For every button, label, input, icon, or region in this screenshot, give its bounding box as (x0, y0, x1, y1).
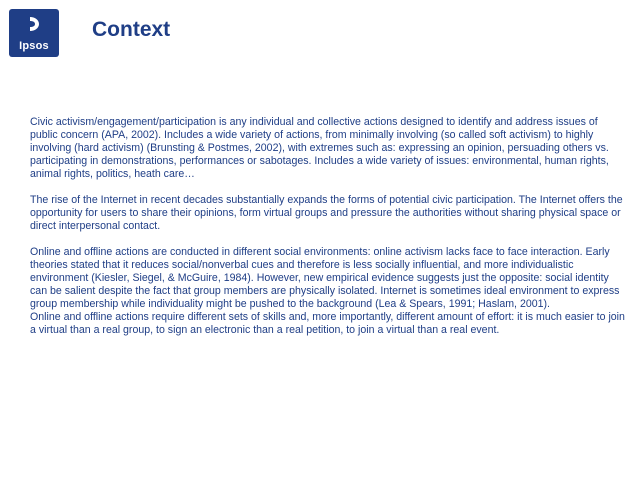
paragraph-spacer (30, 233, 628, 246)
body-text (30, 116, 628, 337)
paragraph-spacer (30, 181, 628, 194)
paragraph-social-environments: Online and offline actions are conducted in different social environments: online activism lacks face to face interaction. Early theories stated that it reduces social/nonverbal cues and therefore is less socially influential, and more individualistic environment (Kiesler, Siegel, & McGuire, 1984). However, new empirical evidence suggests just the opposite: social identity can be salient despite the fact that group members are physically isolated. Internet is sometimes ideal environment to express group membership while individuality might be pushed to the background (Lea & Spears, 1991; Haslam, 2001). (30, 246, 620, 310)
page-title: Context (92, 18, 171, 41)
paragraph-skills-effort: Online and offline actions require different sets of skills and, more importantly, different amount of effort: it is much easier to join a virtual than a real group, to sign an electronic than a real petition, to join a virtual than a real event. (30, 311, 625, 336)
ipsos-logo (9, 9, 59, 57)
logo-mark-icon (26, 16, 40, 32)
logo-wordmark: Ipsos (19, 40, 49, 52)
paragraph-internet-rise: The rise of the Internet in recent decades substantially expands the forms of potential civic participation. The Internet offers the opportunity for users to share their opinions, form virtual groups and pressure the authorities without sharing physical space or direct interpersonal contact. (30, 194, 623, 232)
paragraph-civic-activism: Civic activism/engagement/participation is any individual and collective actions designed to identify and address issues of public concern (APA, 2002). Includes a wide variety of actions, from minimally involving (so called soft activism) to highly involving (hard activism) (Brunsting & Postmes, 2002), with extremes such as: expressing an opinion, persuading others vs. participating in demonstrations, performances or sabotages. Includes a wide variety of issues: environmental, human rights, animal rights, politics, heath care… (30, 116, 609, 180)
